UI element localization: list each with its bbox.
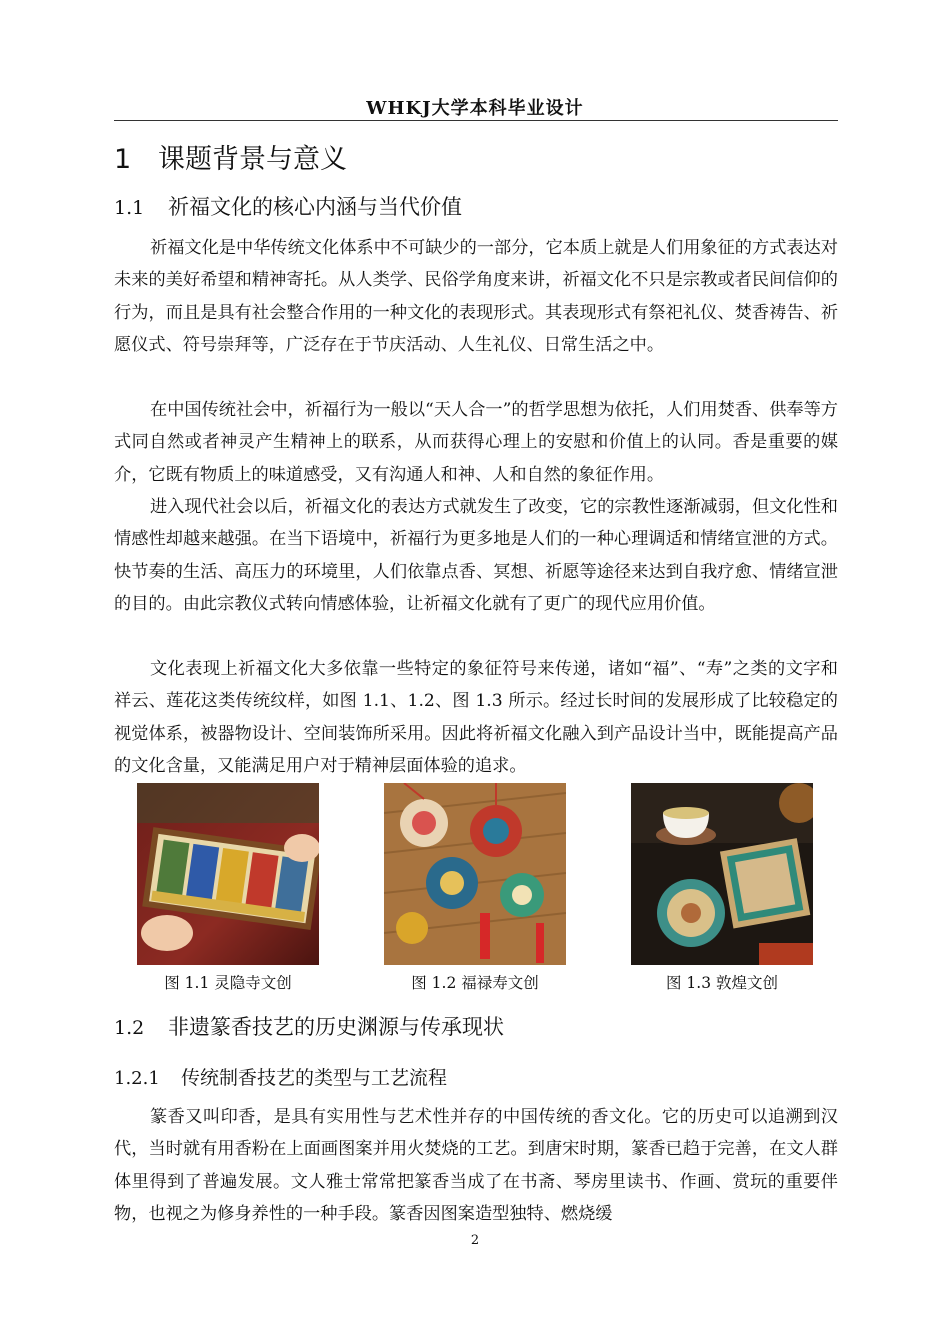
section-heading-1-1 — [114, 191, 462, 221]
page-header-title: WHKJ大学本科毕业设计 — [366, 98, 584, 119]
subsection-number: 1.2.1 — [114, 1068, 160, 1089]
figure-caption: 图 1.3 敦煌文创 — [665, 974, 778, 992]
section-number: 1.1 — [114, 197, 145, 219]
tea-and-incense-photo — [631, 783, 813, 965]
body-paragraph: 文化表现上祈福文化大多依靠一些特定的象征符号来传递，诸如“福”、“寿”之类的文字和祥云、莲花这类传统纹样，如图 1.1、1.2、图 1.3 所示。经过长时间的发展形成了比较稳定的视觉体系，被器物设计、空间装饰所采用。因此将祈福文化融入到产品设计当中，既能提高产品的文化含量，又能满足用户对于精神层面体验的追求。 — [114, 659, 838, 777]
subsection-title: 传统制香技艺的类型与工艺流程 — [181, 1067, 448, 1089]
embroidered-sachets-photo — [384, 783, 566, 965]
body-paragraph: 篆香又叫印香，是具有实用性与艺术性并存的中国传统的香文化。它的历史可以追溯到汉代，当时就有用香粉在上面画图案并用火焚烧的工艺。到唐宋时期，篆香已趋于完善，在文人群体里得到了普遍发展。文人雅士常常把篆香当成了在书斋、琴房里读书、作画、赏玩的重要伴物，也视之为修身养性的一种手段。篆香因图案造型独特、燃烧缓 — [114, 1107, 838, 1225]
section-number: 1.2 — [114, 1017, 145, 1039]
framed-talisman-photo — [137, 783, 319, 965]
section-title: 祈福文化的核心内涵与当代价值 — [168, 195, 462, 219]
chapter-title: 课题背景与意义 — [158, 144, 347, 175]
section-title: 非遗篆香技艺的历史渊源与传承现状 — [168, 1015, 504, 1039]
body-paragraph: 进入现代社会以后，祈福文化的表达方式就发生了改变，它的宗教性逐渐减弱，但文化性和情感性却越来越强。在当下语境中，祈福行为更多地是人们的一种心理调适和情绪宣泄的方式。快节奏的生活、高压力的环境里，人们依靠点香、冥想、祈愿等途径来达到自我疗愈、情绪宣泄的目的。由此宗教仪式转向情感体验，让祈福文化就有了更广的现代应用价值。 — [114, 497, 838, 615]
body-paragraph: 祈福文化是中华传统文化体系中不可缺少的一部分，它本质上就是人们用象征的方式表达对未来的美好希望和精神寄托。从人类学、民俗学角度来讲，祈福文化不只是宗教或者民间信仰的行为，而且是具有社会整合作用的一种文化的表现形式。其表现形式有祭祀礼仪、焚香祷告、祈愿仪式、符号崇拜等，广泛存在于节庆活动、人生礼仪、日常生活之中。 — [114, 238, 838, 356]
figure-caption: 图 1.2 福禄寿文创 — [411, 974, 539, 992]
header-divider — [114, 120, 838, 121]
chapter-heading — [114, 137, 347, 176]
chapter-number: 1 — [114, 144, 132, 175]
section-heading-1-2 — [114, 1011, 504, 1041]
page-number: 2 — [470, 1233, 480, 1248]
subsection-heading-1-2-1 — [114, 1063, 447, 1090]
figure-caption: 图 1.1 灵隐寺文创 — [164, 974, 292, 992]
body-paragraph: 在中国传统社会中，祈福行为一般以“天人合一”的哲学思想为依托，人们用焚香、供奉等方式同自然或者神灵产生精神上的联系，从而获得心理上的安慰和价值上的认同。香是重要的媒介，它既有物质上的味道感受，又有沟通人和神、人和自然的象征作用。 — [114, 400, 838, 485]
